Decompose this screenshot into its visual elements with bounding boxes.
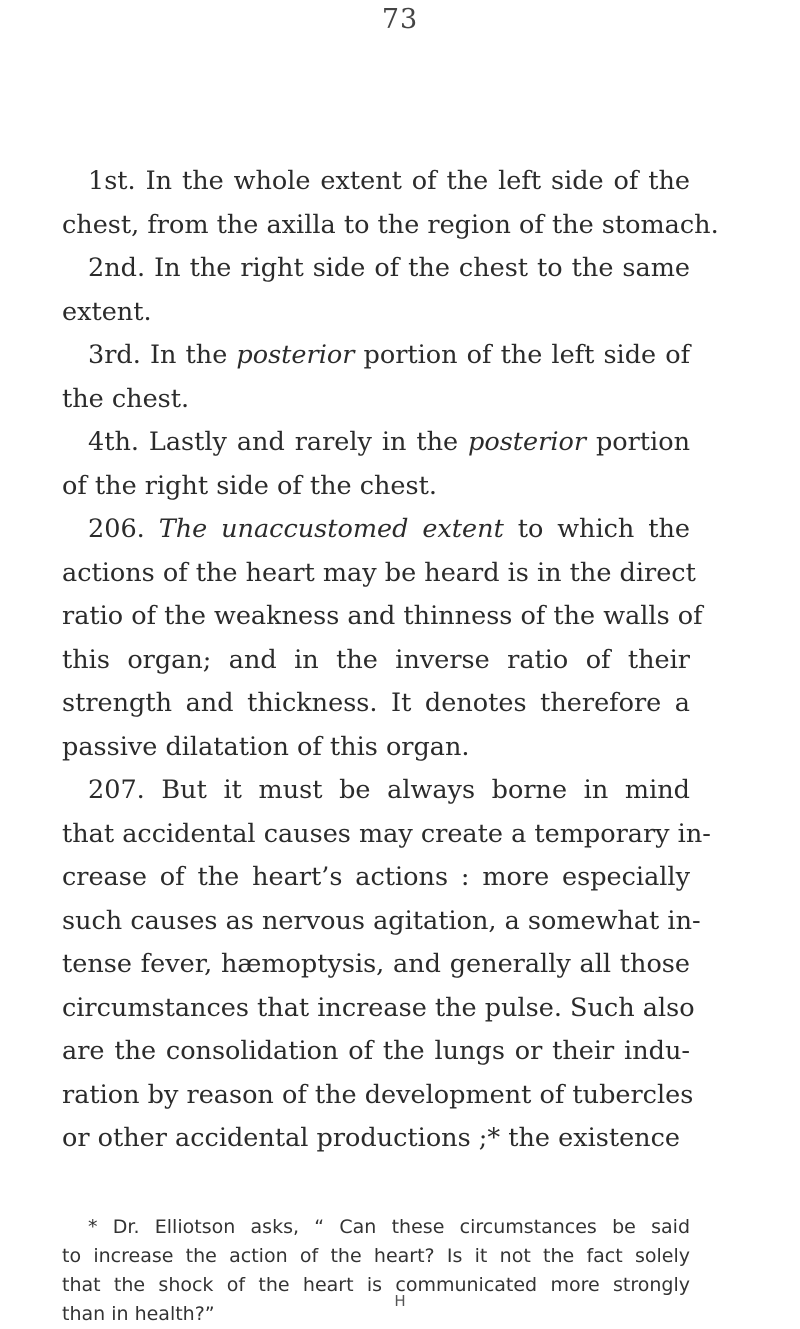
text-line: 2nd. In the right side of the chest to the same xyxy=(88,253,690,283)
text-line: crease of the heart’s actions : more especially xyxy=(62,862,690,892)
text-segment: portion of the left side of xyxy=(354,340,691,370)
text-line: are the consolidation of the lungs or their indu- xyxy=(62,1036,690,1066)
italic-text: posterior xyxy=(236,340,355,370)
text-line: ratio of the weakness and thinness of the walls of xyxy=(62,601,703,631)
text-segment: to which the xyxy=(503,514,690,544)
text-line xyxy=(62,334,690,378)
text-segment: 4th. Lastly and rarely in the xyxy=(88,427,469,457)
footnote-line: than in health?” xyxy=(62,1303,215,1325)
text-line: actions of the heart may be heard is in the direct xyxy=(62,557,696,588)
page-number: 73 xyxy=(381,4,419,35)
text-line: circumstances that increase the pulse. Such also xyxy=(62,992,695,1023)
text-line: strength and thickness. It denotes therefore a xyxy=(62,688,690,718)
text-line: passive dilatation of this organ. xyxy=(62,731,470,762)
text-line: that accidental causes may create a temporary in- xyxy=(62,818,711,849)
footnote-line: * Dr. Elliotson asks, “ Can these circumstances be said xyxy=(88,1216,690,1238)
text-line: 207. But it must be always borne in mind xyxy=(88,775,690,805)
footnote-line: that the shock of the heart is communicated more strongly xyxy=(62,1274,690,1296)
text-line: 1st. In the whole extent of the left side of the xyxy=(88,166,690,196)
text-segment: portion xyxy=(586,427,690,457)
text-line: such causes as nervous agitation, a somewhat in- xyxy=(62,905,701,936)
text-line: ration by reason of the development of tubercles xyxy=(62,1079,694,1110)
text-line: or other accidental productions ;* the existence xyxy=(62,1123,680,1153)
text-line: this organ; and in the inverse ratio of their xyxy=(62,644,690,675)
text-line: extent. xyxy=(62,296,152,327)
text-line: the chest. xyxy=(62,383,190,414)
body-text xyxy=(62,160,719,1161)
italic-text: posterior xyxy=(468,427,587,457)
footnote-line: to increase the action of the heart? Is it not the fact solely xyxy=(62,1245,690,1267)
text-segment: 3rd. In the xyxy=(88,340,237,370)
italic-text: The unaccustomed extent xyxy=(158,514,504,544)
footnote xyxy=(62,1213,690,1329)
text-line: of the right side of the chest. xyxy=(62,470,437,501)
text-line xyxy=(62,421,690,465)
text-segment: 206. xyxy=(88,514,159,544)
text-line: chest, from the axilla to the region of the stomach. xyxy=(62,209,719,240)
text-line xyxy=(62,508,690,552)
signature-mark: H xyxy=(394,1292,406,1310)
text-line: tense fever, hæmoptysis, and generally all those xyxy=(62,949,690,979)
